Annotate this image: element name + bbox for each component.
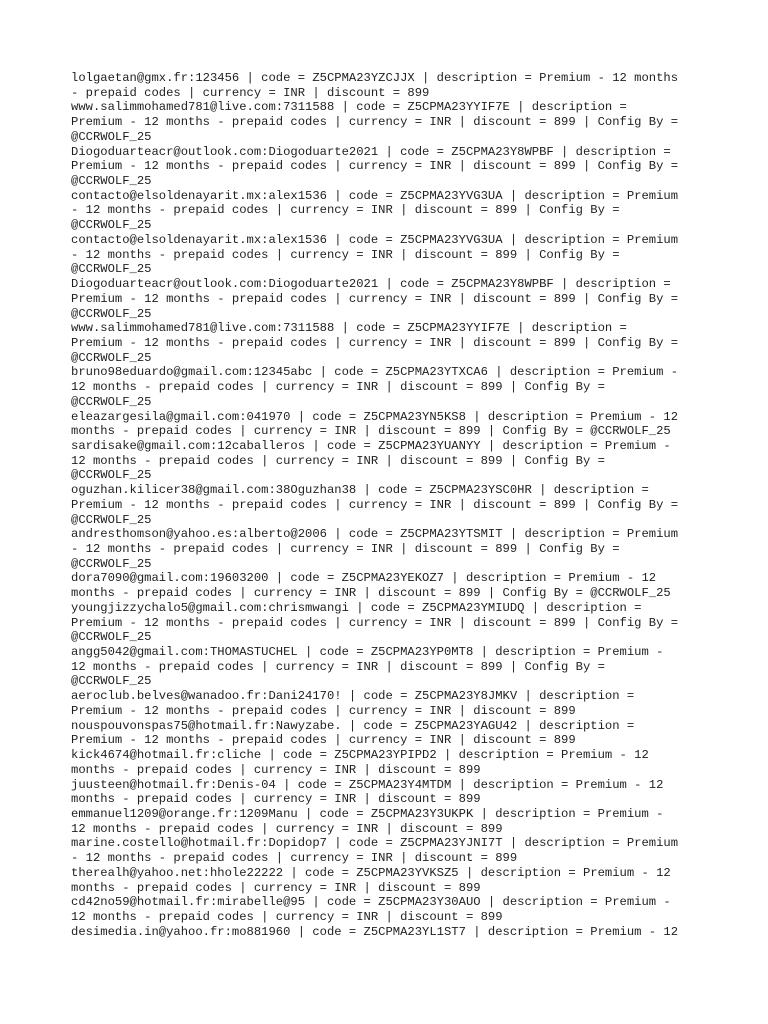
text-line: Premium - 12 months - prepaid codes | currency = INR | discount = 899 | Config By = <box>71 159 679 174</box>
text-line: desimedia.in@yahoo.fr:mo881960 | code = Z5CPMA23YL1ST7 | description = Premium - 12 <box>71 924 679 939</box>
text-line: kick4674@hotmail.fr:cliche | code = Z5CPMA23YPIPD2 | description = Premium - 12 <box>71 748 649 763</box>
text-line: @CCRWOLF_25 <box>71 674 152 689</box>
text-line: 12 months - prepaid codes | currency = INR | discount = 899 | Config By = <box>71 659 605 674</box>
text-line: Premium - 12 months - prepaid codes | currency = INR | discount = 899 | Config By = <box>71 497 679 512</box>
text-line: lolgaetan@gmx.fr:123456 | code = Z5CPMA23YZCJJX | description = Premium - 12 months <box>71 71 679 85</box>
text-line: @CCRWOLF_25 <box>71 174 152 189</box>
text-line: cd42no59@hotmail.fr:mirabelle@95 | code = Z5CPMA23Y30AUO | description = Premium - <box>71 895 671 910</box>
text-line: @CCRWOLF_25 <box>71 218 152 233</box>
text-line: @CCRWOLF_25 <box>71 306 152 321</box>
text-line: Premium - 12 months - prepaid codes | currency = INR | discount = 899 | Config By = <box>71 615 679 630</box>
text-line: aeroclub.belves@wanadoo.fr:Dani24170! | code = Z5CPMA23Y8JMKV | description = <box>71 689 635 704</box>
text-line: emmanuel1209@orange.fr:1209Manu | code = Z5CPMA23Y3UKPK | description = Premium - <box>71 806 664 821</box>
text-line: youngjizzychalo5@gmail.com:chrismwangi | code = Z5CPMA23YMIUDQ | description = <box>71 600 642 615</box>
text-line: angg5042@gmail.com:THOMASTUCHEL | code = Z5CPMA23YP0MT8 | description = Premium - <box>71 645 664 660</box>
text-line: months - prepaid codes | currency = INR | discount = 899 | Config By = @CCRWOLF_25 <box>71 586 671 601</box>
text-line: oguzhan.kilicer38@gmail.com:38Oguzhan38 | code = Z5CPMA23YSC0HR | description = <box>71 483 649 498</box>
text-line: Premium - 12 months - prepaid codes | currency = INR | discount = 899 <box>71 703 576 718</box>
text-line: contacto@elsoldenayarit.mx:alex1536 | code = Z5CPMA23YVG3UA | description = Premium <box>71 188 679 203</box>
text-line: Diogoduarteacr@outlook.com:Diogoduarte2021 | code = Z5CPMA23Y8WPBF | description = <box>71 144 671 159</box>
text-line: juusteen@hotmail.fr:Denis-04 | code = Z5CPMA23Y4MTDM | description = Premium - 12 <box>71 777 664 792</box>
text-line: @CCRWOLF_25 <box>71 556 152 571</box>
text-line: months - prepaid codes | currency = INR | discount = 899 <box>71 792 481 807</box>
text-line: www.salimmohamed781@live.com:7311588 | code = Z5CPMA23YYIF7E | description = <box>71 100 627 115</box>
text-line: @CCRWOLF_25 <box>71 129 152 144</box>
text-line: @CCRWOLF_25 <box>71 262 152 277</box>
text-line: 12 months - prepaid codes | currency = INR | discount = 899 <box>71 821 503 836</box>
text-line: 12 months - prepaid codes | currency = INR | discount = 899 <box>71 909 503 924</box>
text-line: andresthomson@yahoo.es:alberto@2006 | code = Z5CPMA23YTSMIT | description = Premium <box>71 527 679 542</box>
text-line: 12 months - prepaid codes | currency = INR | discount = 899 | Config By = <box>71 453 605 468</box>
text-line: - 12 months - prepaid codes | currency = INR | discount = 899 | Config By = <box>71 247 620 262</box>
text-line: marine.costello@hotmail.fr:Dopidop7 | code = Z5CPMA23YJNI7T | description = Premium <box>71 836 679 851</box>
text-line: months - prepaid codes | currency = INR | discount = 899 <box>71 880 481 895</box>
text-line: dora7090@gmail.com:19603200 | code = Z5CPMA23YEKOZ7 | description = Premium - 12 <box>71 571 657 586</box>
text-line: www.salimmohamed781@live.com:7311588 | code = Z5CPMA23YYIF7E | description = <box>71 321 627 336</box>
text-line: Premium - 12 months - prepaid codes | currency = INR | discount = 899 <box>71 733 576 748</box>
text-line: sardisake@gmail.com:12caballeros | code = Z5CPMA23YUANYY | description = Premium - <box>71 438 671 453</box>
text-line: months - prepaid codes | currency = INR | discount = 899 | Config By = @CCRWOLF_25 <box>71 424 671 439</box>
text-line: - 12 months - prepaid codes | currency = INR | discount = 899 <box>71 851 518 866</box>
text-line: bruno98eduardo@gmail.com:12345abc | code = Z5CPMA23YTXCA6 | description = Premium - <box>71 365 679 380</box>
text-line: Premium - 12 months - prepaid codes | currency = INR | discount = 899 | Config By = <box>71 335 679 350</box>
text-line: therealh@yahoo.net:hhole22222 | code = Z5CPMA23YVKSZ5 | description = Premium - 12 <box>71 865 671 880</box>
text-line: Premium - 12 months - prepaid codes | currency = INR | discount = 899 | Config By = <box>71 291 679 306</box>
text-line: Premium - 12 months - prepaid codes | currency = INR | discount = 899 | Config By = <box>71 115 679 130</box>
text-line: - 12 months - prepaid codes | currency = INR | discount = 899 | Config By = <box>71 203 620 218</box>
text-line: @CCRWOLF_25 <box>71 630 152 645</box>
text-line: - prepaid codes | currency = INR | discount = 899 <box>71 85 430 100</box>
text-line: nouspouvonspas75@hotmail.fr:Nawyzabe. | code = Z5CPMA23YAGU42 | description = <box>71 718 635 733</box>
text-line: 12 months - prepaid codes | currency = INR | discount = 899 | Config By = <box>71 380 605 395</box>
text-line: eleazargesila@gmail.com:041970 | code = Z5CPMA23YN5KS8 | description = Premium - 12 <box>71 409 679 424</box>
text-line: @CCRWOLF_25 <box>71 350 152 365</box>
text-line: @CCRWOLF_25 <box>71 394 152 409</box>
text-line: contacto@elsoldenayarit.mx:alex1536 | code = Z5CPMA23YVG3UA | description = Premium <box>71 232 679 247</box>
text-line: @CCRWOLF_25 <box>71 512 152 527</box>
document-text-body <box>71 71 701 939</box>
text-line: - 12 months - prepaid codes | currency = INR | discount = 899 | Config By = <box>71 542 620 556</box>
text-line: months - prepaid codes | currency = INR | discount = 899 <box>71 762 481 777</box>
text-line: @CCRWOLF_25 <box>71 468 152 483</box>
text-line: Diogoduarteacr@outlook.com:Diogoduarte2021 | code = Z5CPMA23Y8WPBF | description = <box>71 277 671 292</box>
